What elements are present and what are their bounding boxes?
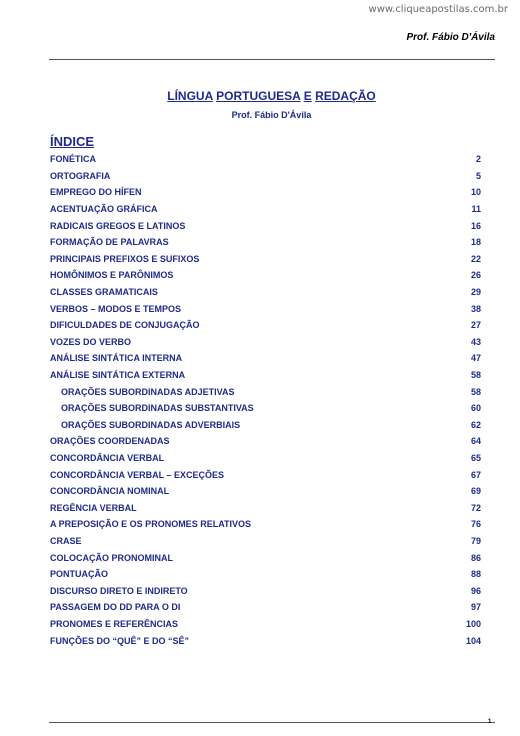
toc-entry[interactable] <box>50 400 481 417</box>
toc-entry-label: ORAÇÕES SUBORDINADAS ADVERBIAIS <box>61 419 241 430</box>
toc-entry[interactable] <box>50 151 481 168</box>
toc-entry-page: 67 <box>470 469 481 480</box>
document-author: Prof. Fábio D'Ávila <box>231 110 312 120</box>
toc-entry[interactable] <box>50 284 481 301</box>
toc-entry-label: COLOCAÇÃO PRONOMINAL <box>50 552 173 563</box>
toc-entry[interactable] <box>50 566 481 583</box>
toc-entry-page: 10 <box>470 187 481 198</box>
toc-entry-label: ANÁLISE SINTÁTICA INTERNA <box>50 353 183 364</box>
toc-entry[interactable] <box>50 217 481 234</box>
toc-entry-page: 27 <box>470 320 481 331</box>
toc-entry[interactable] <box>50 466 481 483</box>
toc-entry-page: 22 <box>470 253 481 264</box>
toc-entry-page: 100 <box>465 618 481 629</box>
toc-entry-page: 58 <box>470 370 481 381</box>
toc-entry-page: 86 <box>470 552 481 563</box>
toc-entry-label: EMPREGO DO HÍFEN <box>50 187 142 198</box>
toc-entry[interactable] <box>50 201 481 218</box>
toc-entry[interactable] <box>50 599 481 616</box>
toc-entry-label: RADICAIS GREGOS E LATINOS <box>50 220 186 231</box>
toc-entry-page: 26 <box>470 270 481 281</box>
toc-entry-label: FUNÇÕES DO “QUÊ” E DO “SÊ” <box>50 635 190 646</box>
toc-entry-label: DIFICULDADES DE CONJUGAÇÃO <box>50 320 200 331</box>
toc-entry[interactable] <box>50 168 481 185</box>
title-word: E <box>303 89 312 103</box>
toc-entry-page: 62 <box>470 419 481 430</box>
toc-entry-page: 79 <box>470 535 481 546</box>
toc-entry[interactable] <box>50 450 481 467</box>
toc-entry-page: 72 <box>470 502 481 513</box>
toc-entry[interactable] <box>50 300 481 317</box>
toc-entry-label: ACENTUAÇÃO GRÁFICA <box>50 204 158 215</box>
site-url: www.cliqueapostilas.com.br <box>368 4 508 15</box>
page-number: 1 <box>488 719 492 725</box>
toc-entry-page: 96 <box>470 585 481 596</box>
toc-entry[interactable] <box>50 383 481 400</box>
author-header: Prof. Fábio D'Ávila <box>406 32 495 43</box>
toc-entry-label: REGÊNCIA VERBAL <box>50 502 137 513</box>
table-of-contents <box>50 151 481 649</box>
toc-entry-page: 43 <box>470 336 481 347</box>
toc-entry-page: 65 <box>470 452 481 463</box>
toc-entry[interactable] <box>50 184 481 201</box>
toc-entry-label: PRINCIPAIS PREFIXOS E SUFIXOS <box>50 253 200 264</box>
toc-entry-label: VERBOS – MODOS E TEMPOS <box>50 303 182 314</box>
toc-entry-page: 5 <box>475 170 481 181</box>
toc-entry-label: VOZES DO VERBO <box>50 336 132 347</box>
toc-entry-page: 29 <box>470 287 481 298</box>
toc-entry-label: A PREPOSIÇÃO E OS PRONOMES RELATIVOS <box>50 519 252 530</box>
toc-entry-label: ORAÇÕES SUBORDINADAS ADJETIVAS <box>61 386 235 397</box>
toc-entry-page: 88 <box>470 569 481 580</box>
toc-entry-page: 38 <box>470 303 481 314</box>
toc-entry-label: ORTOGRAFIA <box>50 170 111 181</box>
toc-entry-label: PONTUAÇÃO <box>50 569 108 580</box>
toc-entry-page: 11 <box>471 204 481 215</box>
toc-entry[interactable] <box>50 632 481 649</box>
toc-entry[interactable] <box>50 533 481 550</box>
toc-entry-page: 60 <box>470 403 481 414</box>
toc-entry-label: ANÁLISE SINTÁTICA EXTERNA <box>50 370 186 381</box>
toc-entry-page: 58 <box>470 386 481 397</box>
toc-entry[interactable] <box>50 251 481 268</box>
toc-entry[interactable] <box>50 234 481 251</box>
footer-divider <box>49 722 495 723</box>
toc-entry-page: 18 <box>470 237 481 248</box>
toc-entry-page: 47 <box>470 353 481 364</box>
index-heading: ÍNDICE <box>50 134 95 149</box>
toc-entry[interactable] <box>50 483 481 500</box>
toc-entry-label: PRONOMES E REFERÊNCIAS <box>50 618 179 629</box>
toc-entry-page: 16 <box>470 220 481 231</box>
document-title <box>0 89 520 103</box>
toc-entry[interactable] <box>50 582 481 599</box>
toc-entry-page: 69 <box>470 486 481 497</box>
toc-entry-label: ORAÇÕES SUBORDINADAS SUBSTANTIVAS <box>61 403 254 414</box>
toc-entry-label: ORAÇÕES COORDENADAS <box>50 436 170 447</box>
toc-entry[interactable] <box>50 516 481 533</box>
toc-entry-page: 64 <box>470 436 481 447</box>
toc-entry-page: 97 <box>470 602 481 613</box>
toc-entry-label: CRASE <box>50 535 82 546</box>
header-divider <box>49 59 495 60</box>
toc-entry-label: CONCORDÂNCIA NOMINAL <box>50 486 170 497</box>
toc-entry[interactable] <box>50 317 481 334</box>
toc-entry[interactable] <box>50 367 481 384</box>
toc-entry-label: CLASSES GRAMATICAIS <box>50 287 158 298</box>
toc-entry[interactable] <box>50 616 481 633</box>
toc-entry-label: DISCURSO DIRETO E INDIRETO <box>50 585 188 596</box>
toc-entry-page: 104 <box>465 635 481 646</box>
toc-entry[interactable] <box>50 433 481 450</box>
toc-entry[interactable] <box>50 350 481 367</box>
toc-entry[interactable] <box>50 334 481 351</box>
toc-entry-label: PASSAGEM DO DD PARA O DI <box>50 602 181 613</box>
toc-entry[interactable] <box>50 499 481 516</box>
toc-entry-page: 76 <box>470 519 481 530</box>
toc-entry[interactable] <box>50 267 481 284</box>
toc-entry-page: 2 <box>475 154 481 165</box>
toc-entry-label: CONCORDÂNCIA VERBAL <box>50 452 165 463</box>
title-word: REDAÇÃO <box>315 89 376 103</box>
title-word: PORTUGUESA <box>216 89 301 103</box>
toc-entry-label: FORMAÇÃO DE PALAVRAS <box>50 237 169 248</box>
toc-entry[interactable] <box>50 417 481 434</box>
title-word: LÍNGUA <box>167 89 213 103</box>
toc-entry-label: CONCORDÂNCIA VERBAL – EXCEÇÕES <box>50 469 225 480</box>
toc-entry-label: FONÉTICA <box>50 154 96 165</box>
toc-entry-label: HOMÔNIMOS E PARÔNIMOS <box>50 270 174 281</box>
toc-entry[interactable] <box>50 549 481 566</box>
